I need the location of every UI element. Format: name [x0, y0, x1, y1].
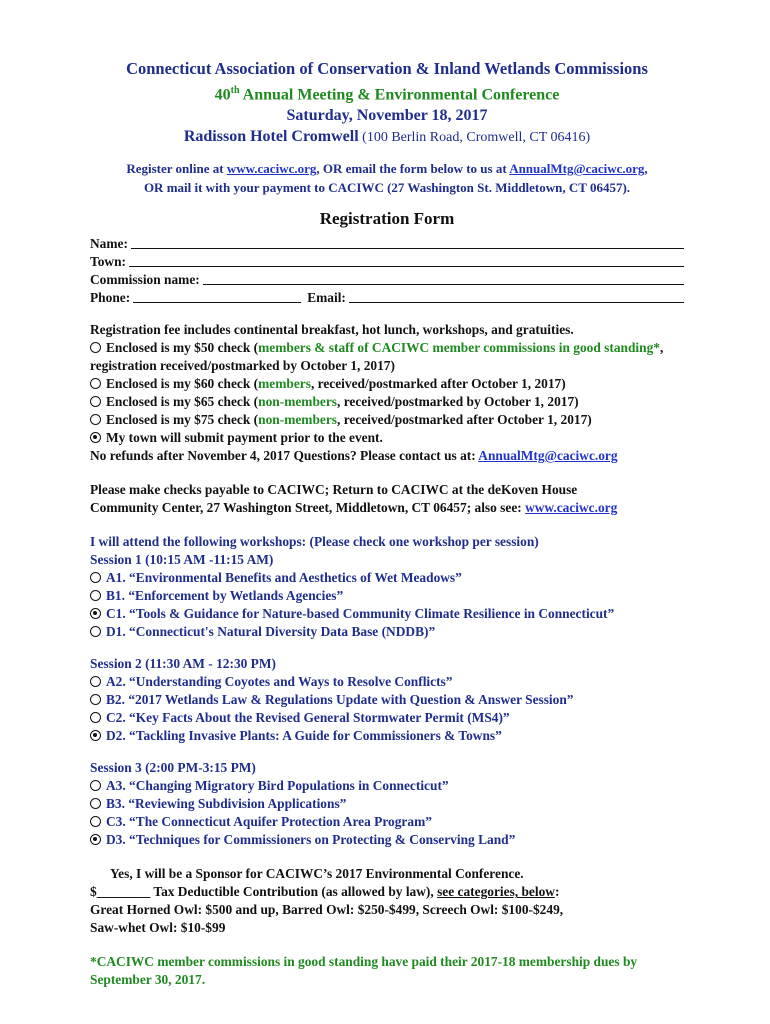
sessions-container: [90, 551, 684, 849]
refund-text: No refunds after November 4, 2017 Questions? Please contact us at:: [90, 448, 479, 464]
session-title: Session 1 (10:15 AM -11:15 AM): [90, 552, 274, 568]
fee-option-town[interactable]: [90, 429, 684, 447]
sponsor-text: :: [554, 884, 560, 900]
workshop-label: B3. “Reviewing Subdivision Applications”: [106, 796, 347, 812]
meeting-title: [90, 80, 684, 105]
workshop-label: D2. “Tackling Invasive Plants: A Guide for Commissioners & Towns”: [106, 728, 502, 744]
workshop-option[interactable]: [90, 691, 684, 709]
payable-website-link[interactable]: www.caciwc.org: [525, 500, 618, 516]
commission-field[interactable]: [90, 271, 684, 289]
commission-line[interactable]: [203, 271, 684, 285]
venue-name: Radisson Hotel Cromwell: [183, 128, 359, 146]
workshop-option[interactable]: [90, 673, 684, 691]
email-line[interactable]: [349, 289, 684, 303]
phone-line[interactable]: [133, 289, 301, 303]
contact-email-link[interactable]: AnnualMtg@caciwc.org: [478, 448, 618, 464]
name-label: Name:: [90, 236, 128, 252]
radio-icon[interactable]: [90, 396, 101, 407]
commission-label: Commission name:: [90, 272, 200, 288]
radio-icon[interactable]: [90, 676, 101, 687]
payable-section: [90, 481, 684, 517]
workshop-option[interactable]: [90, 727, 684, 745]
sponsor-line-3: Great Horned Owl: $500 and up, Barred Owl: $250-$499, Screech Owl: $100-$249,: [90, 902, 564, 918]
workshop-session-2: [90, 655, 684, 745]
register-text-mail: OR mail it with your payment to CACIWC (27 Washington St. Middletown, CT 06457).: [143, 180, 631, 196]
fee-note: members: [258, 376, 311, 392]
workshop-option[interactable]: [90, 813, 684, 831]
workshop-label: D1. “Connecticut's Natural Diversity Data Base (NDDB)”: [106, 624, 436, 640]
payable-text: Community Center, 27 Washington Street, Middletown, CT 06457; also see:: [90, 500, 526, 516]
workshop-label: A2. “Understanding Coyotes and Ways to Resolve Conflicts”: [106, 674, 453, 690]
radio-icon[interactable]: [90, 798, 101, 809]
workshop-label: C2. “Key Facts About the Revised General Stormwater Permit (MS4)”: [106, 710, 510, 726]
fee-option-60[interactable]: [90, 375, 684, 393]
fee-text: , received/postmarked after October 1, 2017): [337, 412, 592, 428]
meeting-name: Annual Meeting & Environmental Conference: [239, 86, 560, 104]
fee-text: , registration received/postmarked by October 1, 2017): [90, 340, 664, 374]
radio-selected-icon[interactable]: [90, 730, 101, 741]
fee-text: , received/postmarked by October 1, 2017): [337, 394, 579, 410]
workshop-label: C1. “Tools & Guidance for Nature-based Community Climate Resilience in Connecticut”: [106, 606, 615, 622]
sponsor-section: [90, 865, 684, 937]
workshop-option[interactable]: [90, 623, 684, 641]
form-title: Registration Form: [319, 209, 455, 229]
town-line[interactable]: [129, 253, 684, 267]
refund-policy: [90, 447, 684, 465]
radio-icon[interactable]: [90, 626, 101, 637]
radio-icon[interactable]: [90, 342, 101, 353]
workshop-label: C3. “The Connecticut Aquifer Protection Area Program”: [106, 814, 432, 830]
radio-selected-icon[interactable]: [90, 432, 101, 443]
fee-text: Enclosed is my $50 check (: [106, 340, 259, 356]
workshop-label: D3. “Techniques for Commissioners on Protecting & Conserving Land”: [106, 832, 516, 848]
fee-text: My town will submit payment prior to the event.: [106, 430, 383, 446]
radio-icon[interactable]: [90, 712, 101, 723]
radio-icon[interactable]: [90, 572, 101, 583]
radio-icon[interactable]: [90, 414, 101, 425]
session-title: Session 2 (11:30 AM - 12:30 PM): [90, 656, 276, 672]
sponsor-line-1: Yes, I will be a Sponsor for CACIWC’s 2017 Environmental Conference.: [110, 866, 524, 882]
sponsor-text: $________ Tax Deductible Contribution (as allowed by law),: [90, 884, 438, 900]
meeting-ordinal: th: [230, 85, 240, 96]
website-link[interactable]: www.caciwc.org: [226, 161, 317, 177]
workshop-option[interactable]: [90, 795, 684, 813]
workshops-intro: I will attend the following workshops: (Please check one workshop per session): [90, 534, 539, 550]
fee-note: members & staff of CACIWC member commissions in good standing*: [258, 340, 660, 356]
payable-line-2: [90, 499, 684, 517]
workshop-label: A3. “Changing Migratory Bird Populations in Connecticut”: [106, 778, 449, 794]
workshop-option[interactable]: [90, 587, 684, 605]
workshop-session-3: [90, 759, 684, 849]
workshop-label: A1. “Environmental Benefits and Aesthetics of Wet Meadows”: [106, 570, 462, 586]
workshop-option[interactable]: [90, 605, 684, 623]
payable-line-1: Please make checks payable to CACIWC; Return to CACIWC at the deKoven House: [90, 482, 578, 498]
sponsor-line-2: [90, 883, 684, 901]
workshops-section: [90, 533, 684, 849]
fee-option-50[interactable]: [90, 339, 684, 375]
fee-option-65[interactable]: [90, 393, 684, 411]
register-text-3: ,: [644, 161, 648, 177]
workshop-option[interactable]: [90, 831, 684, 849]
fee-note: non-members: [258, 394, 337, 410]
town-label: Town:: [90, 254, 126, 270]
name-field[interactable]: [90, 235, 684, 253]
workshop-option[interactable]: [90, 709, 684, 727]
fee-text: Enclosed is my $60 check (: [106, 376, 259, 392]
session-title: Session 3 (2:00 PM-3:15 PM): [90, 760, 256, 776]
register-text-2: , OR email the form below to us at: [316, 161, 510, 177]
workshop-label: B1. “Enforcement by Wetlands Agencies”: [106, 588, 344, 604]
fee-note: non-members: [258, 412, 337, 428]
radio-icon[interactable]: [90, 694, 101, 705]
venue-line: [90, 126, 684, 148]
workshop-option[interactable]: [90, 569, 684, 587]
event-date: Saturday, November 18, 2017: [286, 107, 488, 125]
fee-text: , received/postmarked after October 1, 2017): [310, 376, 566, 392]
radio-icon[interactable]: [90, 816, 101, 827]
workshop-label: B2. “2017 Wetlands Law & Regulations Update with Question & Answer Session”: [106, 692, 574, 708]
fee-option-75[interactable]: [90, 411, 684, 429]
email-link[interactable]: AnnualMtg@caciwc.org: [509, 161, 645, 177]
fees-section: [90, 321, 684, 465]
email-label: Email:: [307, 290, 346, 306]
footnote: *CACIWC member commissions in good standing have paid their 2017-18 membership dues by September 30, 2017.: [90, 954, 638, 988]
register-text-1: Register online at: [126, 161, 227, 177]
radio-selected-icon[interactable]: [90, 834, 101, 845]
fee-text: Enclosed is my $65 check (: [106, 394, 259, 410]
phone-email-field[interactable]: [90, 289, 684, 307]
radio-icon[interactable]: [90, 590, 101, 601]
sponsor-line-4: Saw-whet Owl: $10-$99: [90, 920, 226, 936]
fees-intro: Registration fee includes continental breakfast, hot lunch, workshops, and gratuities.: [90, 322, 574, 338]
radio-icon[interactable]: [90, 780, 101, 791]
org-title: Connecticut Association of Conservation & Inland Wetlands Commissions: [126, 59, 648, 78]
fee-text: Enclosed is my $75 check (: [106, 412, 259, 428]
radio-icon[interactable]: [90, 378, 101, 389]
meeting-number: 40: [214, 86, 231, 104]
name-line[interactable]: [131, 235, 684, 249]
town-field[interactable]: [90, 253, 684, 271]
phone-label: Phone:: [90, 290, 131, 306]
venue-address: (100 Berlin Road, Cromwell, CT 06416): [358, 130, 591, 146]
workshop-session-1: [90, 551, 684, 641]
register-instructions: [90, 159, 684, 197]
radio-selected-icon[interactable]: [90, 608, 101, 619]
workshop-option[interactable]: [90, 777, 684, 795]
sponsor-categories-text: see categories, below: [437, 884, 555, 900]
